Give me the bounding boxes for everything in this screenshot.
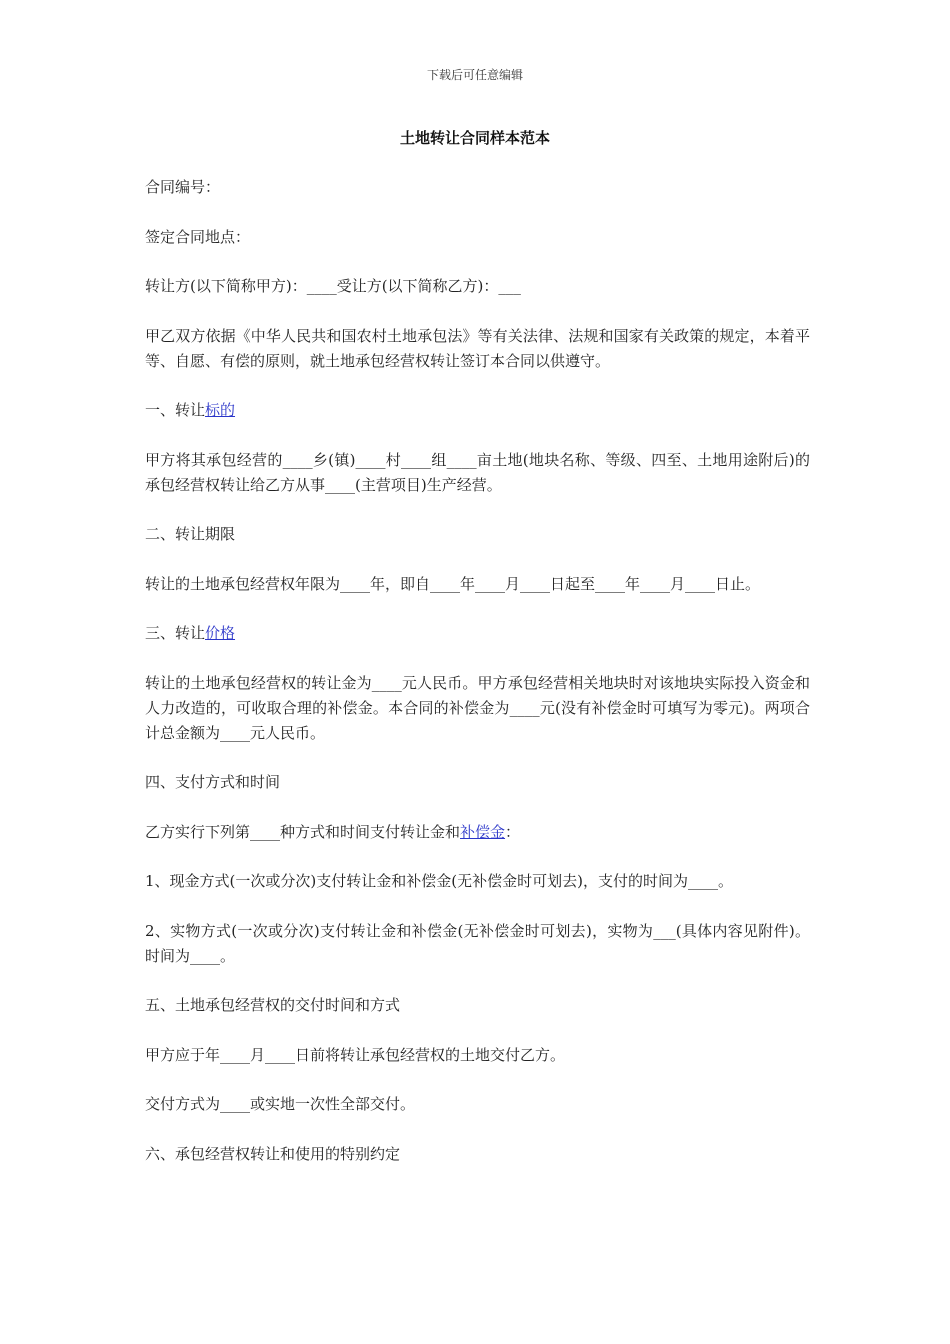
section-3-heading [145, 621, 810, 646]
compensation-link[interactable]: 补偿金 [460, 822, 506, 841]
section-1-prefix: 一、转让 [145, 401, 206, 419]
signing-place-line: 签定合同地点： [145, 227, 251, 246]
header-note: 下载后可任意编辑 [426, 68, 523, 82]
section-2-heading: 二、转让期限 [145, 525, 236, 543]
price-link[interactable]: 价格 [205, 624, 236, 642]
section-4-heading: 四、支付方式和时间 [145, 773, 281, 791]
document-body [145, 175, 810, 1191]
section-4-item-1: 1、现金方式(一次或分次)支付转让金和补偿金(无补偿金时可划去)，支付的时间为____。 [145, 872, 733, 890]
section-1-paragraph: 甲方将其承包经营的____乡(镇)____村____组____亩土地(地块名称、等级、四至、土地用途附后)的承包经营权转让给乙方从事____(主营项目)生产经营。 [145, 450, 810, 494]
section-4-intro-prefix: 乙方实行下列第____种方式和时间支付转让金和 [145, 822, 461, 841]
preamble-paragraph: 甲乙双方依据《中华人民共和国农村土地承包法》等有关法律、法规和国家有关政策的规定，本着平等、自愿、有偿的原则，就土地承包经营权转让签订本合同以供遵守。 [145, 326, 810, 370]
section-5-paragraph-2: 交付方式为____或实地一次性全部交付。 [145, 1095, 416, 1113]
section-2-paragraph: 转让的土地承包经营权年限为____年，即自____年____月____日起至____年____月____日止。 [145, 574, 761, 593]
section-4-intro-suffix: ： [505, 822, 521, 841]
section-3-prefix: 三、转让 [145, 624, 206, 642]
section-4-intro [145, 820, 810, 845]
section-3-paragraph: 转让的土地承包经营权的转让金为____元人民币。甲方承包经营相关地块时对该地块实际投入资金和人力改造的，可收取合理的补偿金。本合同的补偿金为____元(没有补偿金时可填写为零元)。两项合计总金额为____元人民币。 [145, 673, 810, 742]
section-1-heading [145, 398, 810, 423]
parties-line: 转让方(以下简称甲方)：____受让方(以下简称乙方)：___ [145, 277, 521, 295]
subject-link[interactable]: 标的 [205, 401, 236, 419]
section-6-heading: 六、承包经营权转让和使用的特别约定 [145, 1144, 401, 1163]
section-5-heading: 五、土地承包经营权的交付时间和方式 [145, 996, 401, 1014]
section-4-item-2: 2、实物方式(一次或分次)支付转让金和补偿金(无补偿金时可划去)，实物为___(具体内容见附件)。时间为____。 [145, 921, 810, 965]
document-title: 土地转让合同样本范本 [399, 129, 550, 147]
section-5-paragraph-1: 甲方应于年____月____日前将转让承包经营权的土地交付乙方。 [145, 1045, 566, 1064]
contract-number-line: 合同编号： [145, 178, 221, 196]
